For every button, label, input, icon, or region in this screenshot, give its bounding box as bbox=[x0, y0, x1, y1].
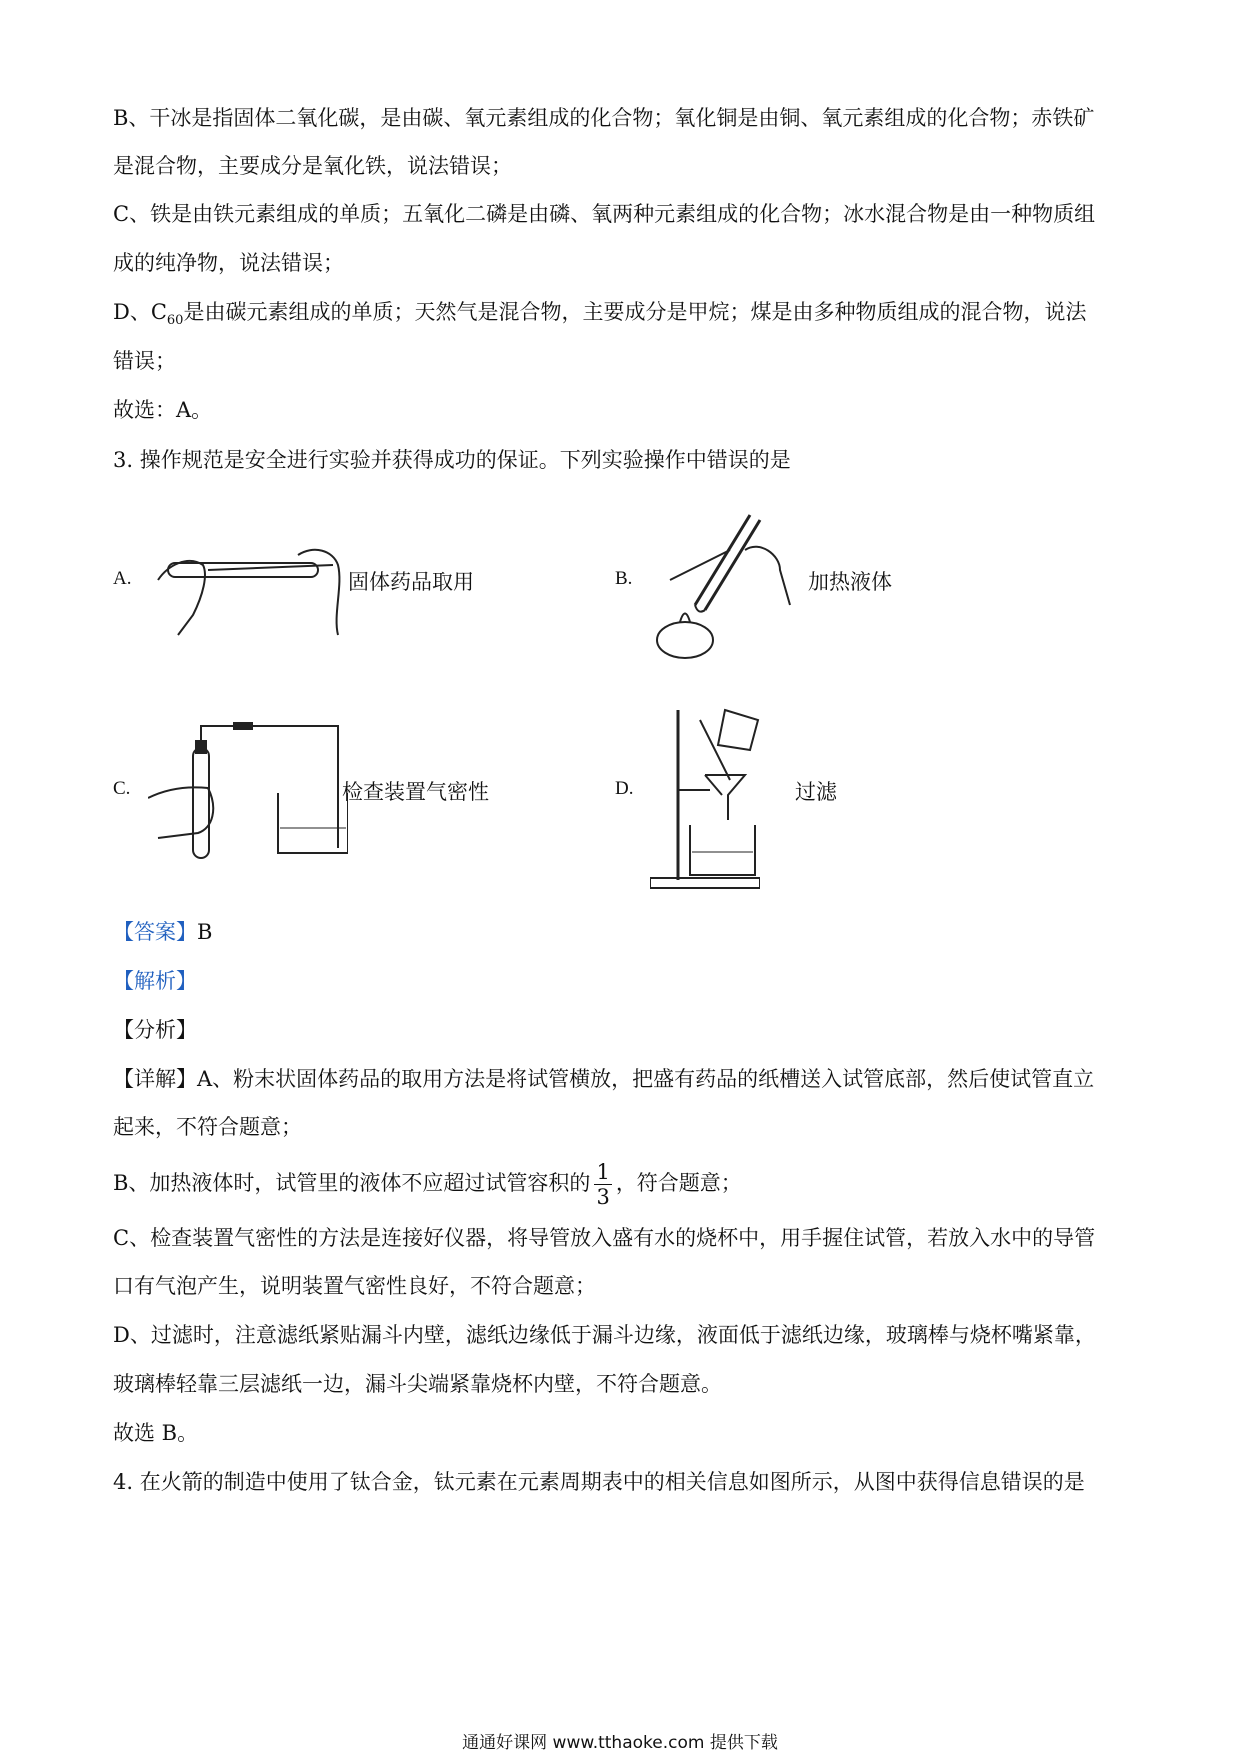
option-c-figure bbox=[148, 718, 348, 863]
line-d1-sub: 60 bbox=[166, 313, 184, 329]
detail-a1: 【详解】A、粉末状固体药品的取用方法是将试管横放，把盛有药品的纸槽送入试管底部，然后使试管直立 bbox=[113, 1067, 1095, 1091]
answer-value: B bbox=[197, 920, 213, 944]
line-d2: 错误； bbox=[113, 349, 176, 373]
option-a-figure bbox=[148, 535, 348, 645]
fraction-denominator: 3 bbox=[596, 1185, 610, 1209]
detail-a2: 起来，不符合题意； bbox=[113, 1115, 302, 1139]
detail-b-post: ，符合题意； bbox=[615, 1171, 742, 1195]
option-d-caption: 过滤 bbox=[795, 780, 837, 804]
option-a-letter: A. bbox=[113, 568, 132, 589]
option-d-figure bbox=[650, 700, 760, 890]
fraction-numerator: 1 bbox=[596, 1160, 610, 1184]
detail-d1: D、过滤时，注意滤纸紧贴漏斗内壁，滤纸边缘低于漏斗边缘，液面低于滤纸边缘，玻璃棒与烧杯嘴紧靠， bbox=[113, 1323, 1096, 1347]
analysis-label: 【解析】 bbox=[113, 969, 197, 993]
line-d1 bbox=[113, 298, 1086, 335]
question4-stem: 4. 在火箭的制造中使用了钛合金，钛元素在元素周期表中的相关信息如图所示，从图中获得信息错误的是 bbox=[113, 1470, 1085, 1494]
question3-choice: 故选 B。 bbox=[113, 1421, 199, 1445]
detail-b bbox=[113, 1160, 742, 1209]
line-c1: C、铁是由铁元素组成的单质；五氧化二磷是由磷、氧两种元素组成的化合物；冰水混合物是由一种物质组 bbox=[113, 202, 1096, 226]
line-d1-post: 是由碳元素组成的单质；天然气是混合物，主要成分是甲烷；煤是由多种物质组成的混合物，说法 bbox=[183, 300, 1087, 324]
option-d-letter: D. bbox=[615, 778, 634, 799]
option-a-caption: 固体药品取用 bbox=[348, 570, 474, 594]
detail-d2: 玻璃棒轻靠三层滤纸一边，漏斗尖端紧靠烧杯内壁，不符合题意。 bbox=[113, 1372, 722, 1396]
fenxi-label: 【分析】 bbox=[113, 1018, 197, 1042]
detail-c2: 口有气泡产生，说明装置气密性良好，不符合题意； bbox=[113, 1274, 596, 1298]
question3-stem: 3. 操作规范是安全进行实验并获得成功的保证。下列实验操作中错误的是 bbox=[113, 448, 791, 472]
page-footer: 通通好课网 www.tthaoke.com 提供下载 bbox=[462, 1733, 778, 1753]
option-b-figure bbox=[650, 510, 800, 665]
line-d1-pre: D、C bbox=[113, 300, 167, 324]
answer-line bbox=[113, 918, 212, 946]
option-b-caption: 加热液体 bbox=[808, 570, 892, 594]
detail-c1: C、检查装置气密性的方法是连接好仪器，将导管放入盛有水的烧杯中，用手握住试管，若放入水中的导管 bbox=[113, 1226, 1096, 1250]
option-c-caption: 检查装置气密性 bbox=[342, 780, 489, 804]
line-b2: 是混合物，主要成分是氧化铁，说法错误； bbox=[113, 154, 512, 178]
answer-label: 【答案】 bbox=[113, 920, 197, 944]
fraction bbox=[594, 1160, 611, 1209]
line-choice: 故选：A。 bbox=[113, 398, 213, 422]
line-b1: B、干冰是指固体二氧化碳，是由碳、氧元素组成的化合物；氧化铜是由铜、氧元素组成的化合物；赤铁矿 bbox=[113, 106, 1095, 130]
detail-b-pre: B、加热液体时，试管里的液体不应超过试管容积的 bbox=[113, 1171, 591, 1195]
line-c2: 成的纯净物，说法错误； bbox=[113, 251, 344, 275]
option-c-letter: C. bbox=[113, 778, 131, 799]
option-b-letter: B. bbox=[615, 568, 633, 589]
